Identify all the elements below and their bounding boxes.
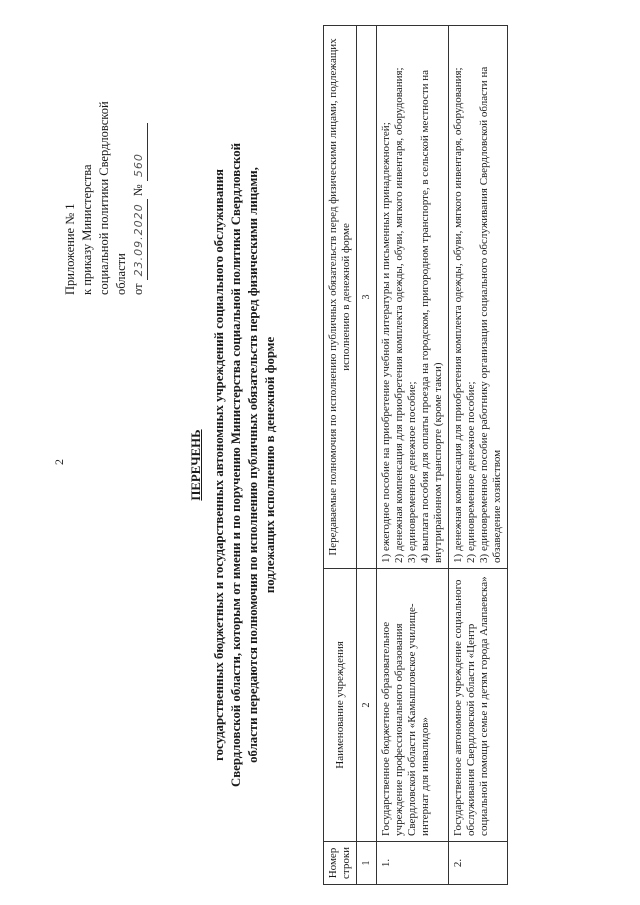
- duty-item: 2) денежная компенсация для приобретения комплекта одежды, обуви, мягкого инвентаря, оборудования;: [393, 67, 405, 563]
- page-number: 2: [52, 459, 66, 465]
- title-line-1: государственных бюджетных и государственных автономных учреждений социального обслуживания: [212, 169, 226, 761]
- column-number: 1: [357, 841, 377, 884]
- number-prefix: №: [131, 184, 145, 197]
- header-institution: Наименование учреждения: [324, 568, 357, 841]
- appendix-line-1: Приложение № 1: [63, 203, 77, 295]
- table-row: [377, 26, 449, 885]
- duties-cell: [377, 26, 449, 569]
- column-number: 3: [357, 26, 377, 569]
- duty-item: 2) единовременное денежное пособие;: [465, 381, 477, 563]
- column-number-row: [357, 26, 377, 885]
- title-line-4: подлежащих исполнению в денежной форме: [263, 336, 277, 594]
- duties-cell: [449, 26, 508, 569]
- title-line-2: Свердловской области, которым от имени и по поручению Министерства социальной политики Свердловской: [229, 143, 243, 787]
- row-number: 1.: [377, 841, 449, 884]
- appendix-line-4: области: [114, 253, 128, 295]
- duty-item: 1) денежная компенсация для приобретения комплекта одежды, обуви, мягкого инвентаря, оборудования;: [452, 67, 464, 563]
- column-number: 2: [357, 568, 377, 841]
- appendix-block: [62, 35, 148, 295]
- table-header-row: [324, 26, 357, 885]
- header-duties: Передаваемые полномочия по исполнению публичных обязательств перед физическими лицами, подлежащих исполнению в денежной форме: [324, 26, 357, 569]
- title-heading: ПЕРЕЧЕНЬ: [189, 429, 203, 501]
- date-prefix: от: [131, 283, 145, 295]
- handwritten-number: 560: [130, 123, 148, 181]
- duty-item: 4) выплата пособия для оплаты проезда на городском, пригородном транспорте, в сельской местности на внутрирайонном транспорте (кроме такси): [419, 69, 444, 563]
- appendix-line-3: социальной политики Свердловской: [97, 101, 111, 295]
- institution-name: Государственное автономное учреждение социального обслуживания Свердловской области «Центр социальной помощи семье и детям города Алапаевска»: [449, 568, 508, 841]
- institutions-table: [323, 25, 508, 885]
- duty-item: 3) единовременное денежное пособие;: [406, 381, 418, 563]
- document-title: [188, 115, 279, 815]
- duty-item: 1) ежегодное пособие на приобретение учебной литературы и письменных принадлежностей;: [380, 122, 392, 563]
- appendix-line-2: к приказу Министерства: [80, 164, 94, 295]
- duty-item: 3) единовременное пособие работнику организации социального обслуживания Свердловской области на обзаведение хозяйством: [478, 66, 503, 563]
- header-row-number: Номер строки: [324, 841, 357, 884]
- table-row: [449, 26, 508, 885]
- handwritten-date: 23.09.2020: [130, 199, 148, 280]
- title-line-3: области передаются полномочия по исполнению публичных обязательств перед физическими лицами,: [246, 167, 260, 763]
- appendix-date-line: [130, 35, 148, 295]
- institution-name: Государственное бюджетное образовательное учреждение профессионального образования Свердловской области «Камышловское училище-интернат для инвалидов»: [377, 568, 449, 841]
- row-number: 2.: [449, 841, 508, 884]
